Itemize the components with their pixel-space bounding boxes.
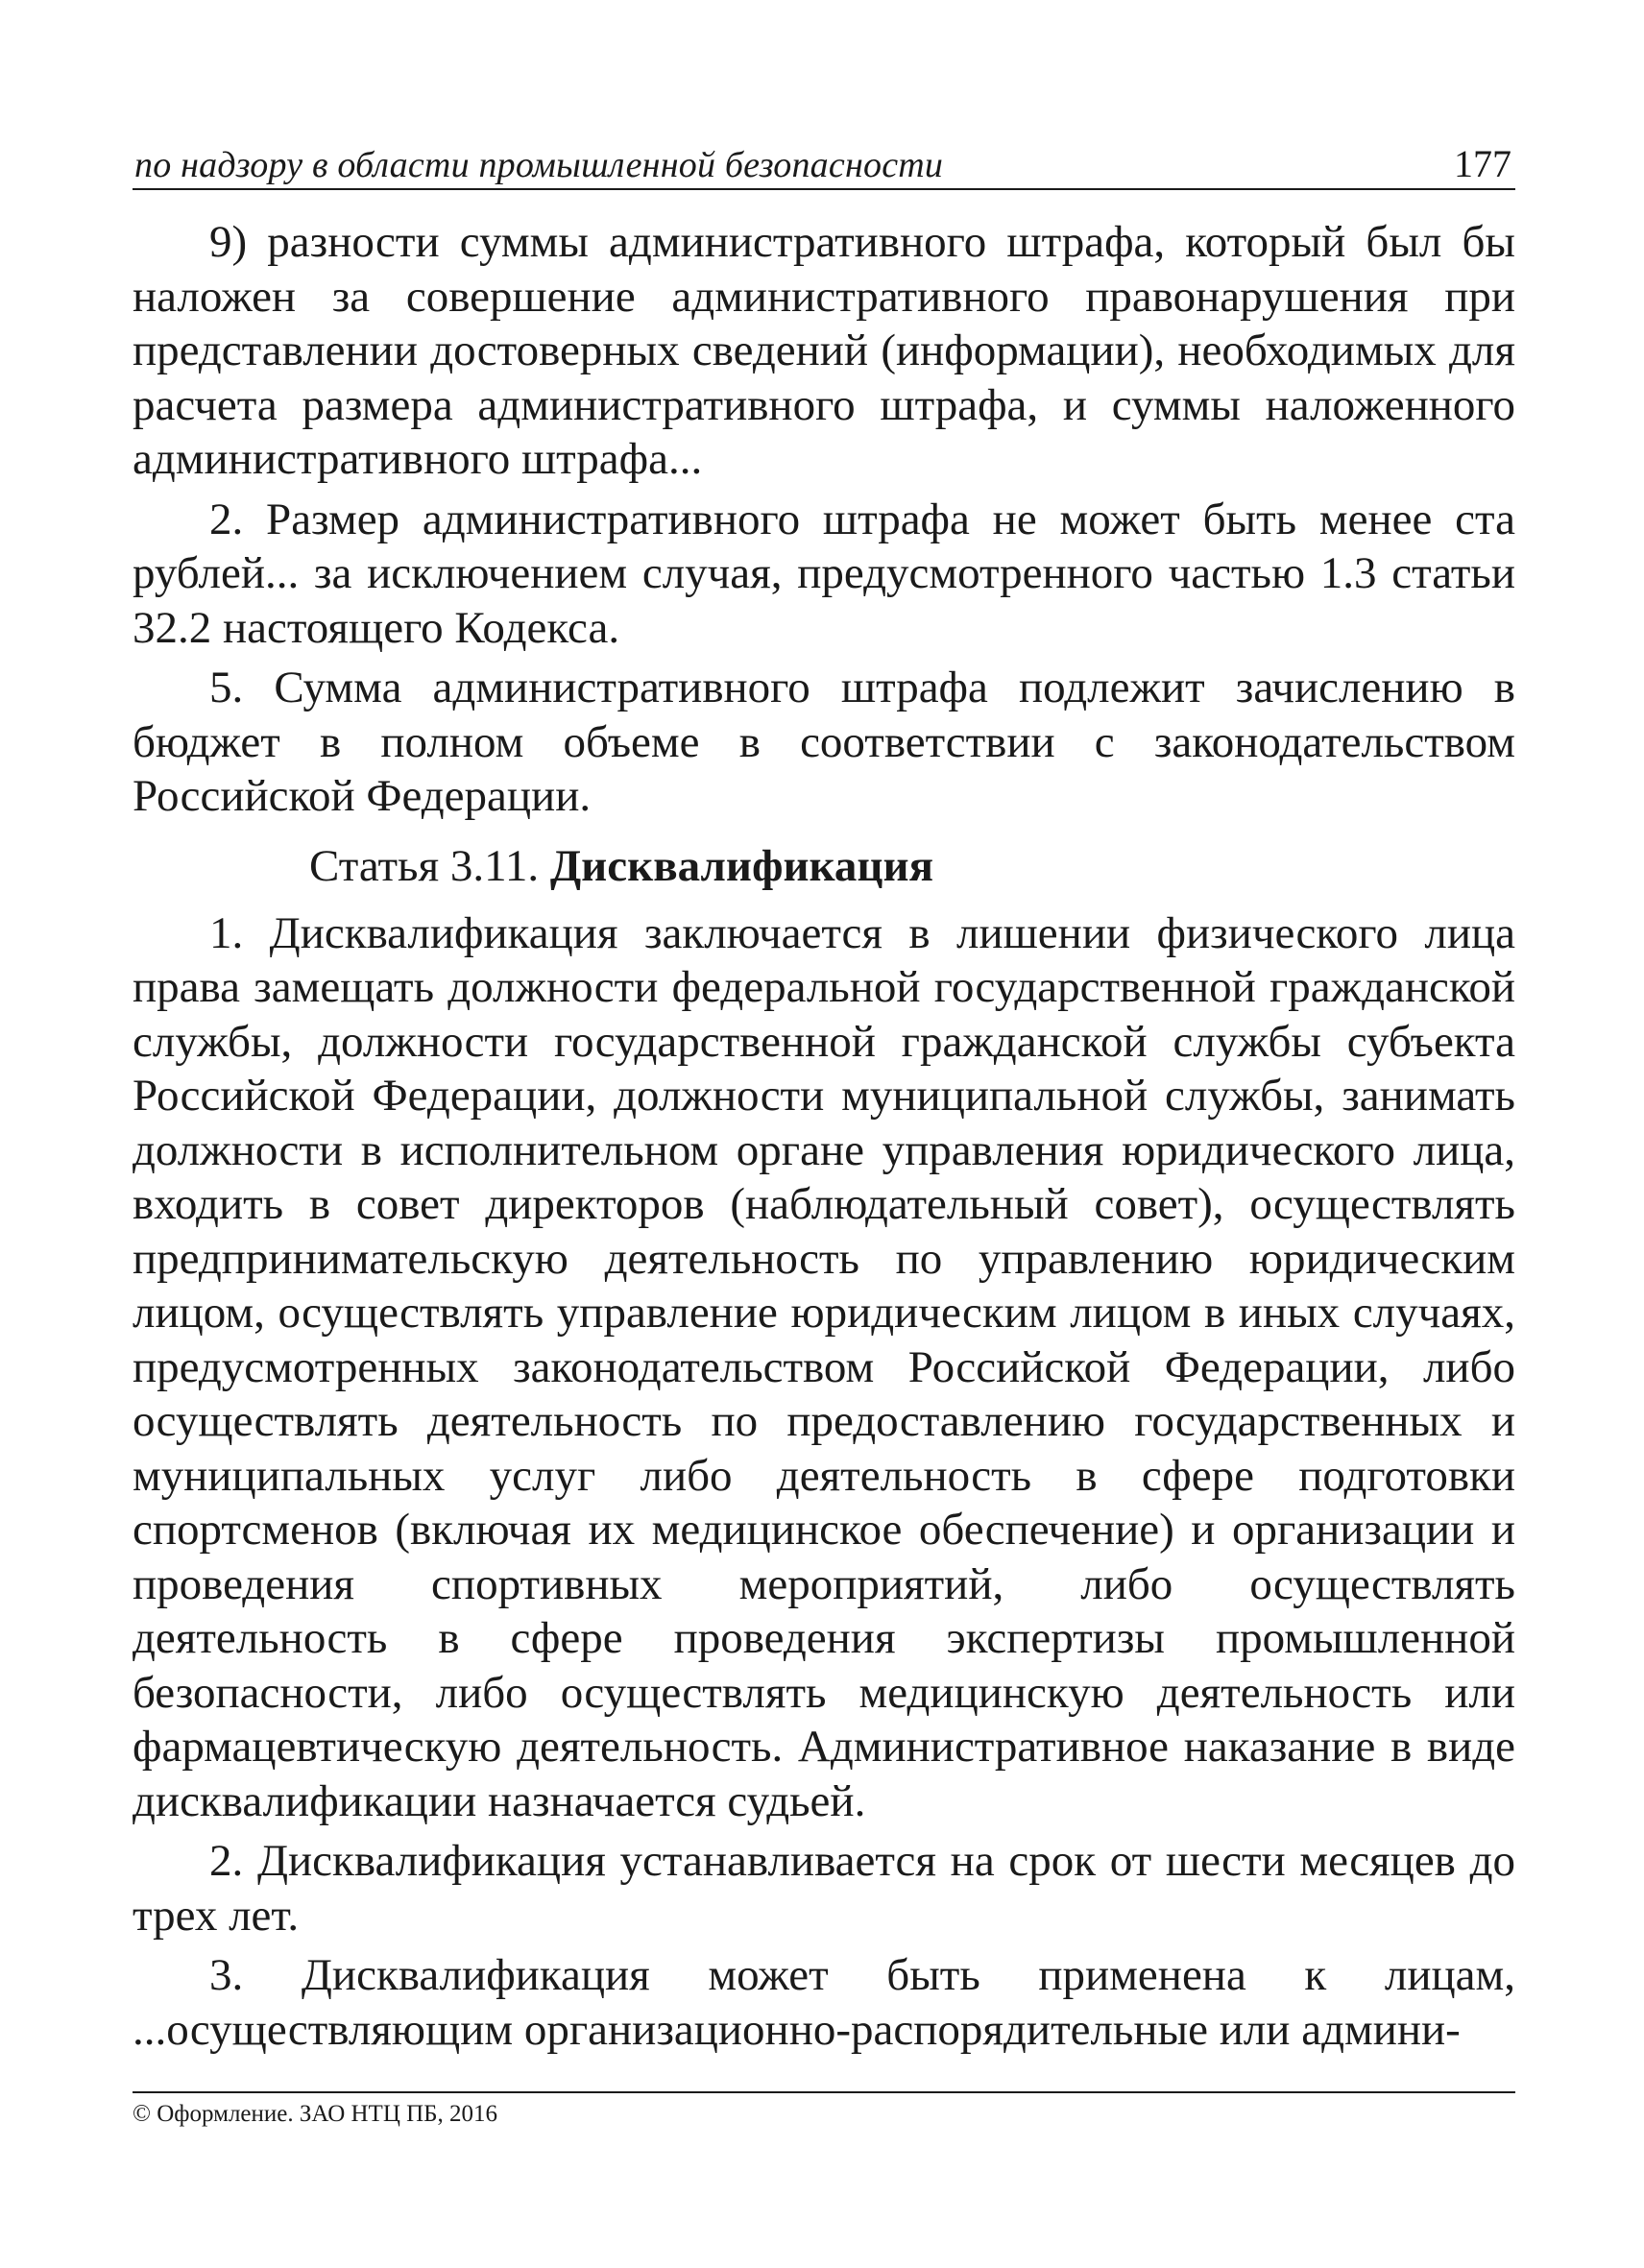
paragraph-part-2: 2. Размер административного штрафа не может быть менее ста рублей... за исключением случая, предусмотренного частью 1.3 статьи 32.2 настоящего Кодекса. <box>133 494 1515 653</box>
article-number: Статья 3.11. <box>309 840 540 891</box>
copyright-notice: © Оформление. ЗАО НТЦ ПБ, 2016 <box>133 2101 498 2127</box>
page-footer <box>133 2091 1515 2128</box>
page-number: 177 <box>1454 142 1511 185</box>
article-title: Дисквалификация <box>549 840 933 891</box>
running-header <box>133 134 1515 190</box>
paragraph-part-2-term: 2. Дисквалификация устанавливается на срок от шести месяцев до трех лет. <box>133 1836 1515 1941</box>
paragraph-part-3: 3. Дисквалификация может быть применена к лицам, ...осуществляющим организационно-распорядительные или админи- <box>133 1950 1515 2055</box>
running-title: по надзору в области промышленной безопасности <box>134 145 944 185</box>
book-page <box>133 134 1515 2170</box>
article-heading <box>133 839 1515 893</box>
paragraph-part-1: 1. Дисквалификация заключается в лишении физического лица права замещать должности федеральной государственной гражданской службы, должности государственной гражданской службы субъекта Российской Федерации, должности муниципальной службы, занимать должности в исполнительном органе управления юридического лица, входить в совет директоров (наблюдательный совет), осуществлять предпринимательскую деятельность по управлению юридическим лицом, осуществлять управление юридическим лицом в иных случаях, предусмотренных законодательством Российской Федерации, либо осуществлять деятельность по предоставлению государственных и муниципальных услуг либо деятельность в сфере подготовки спортсменов (включая их медицинское обеспечение) и организации и проведения спортивных мероприятий, либо осуществлять деятельность в сфере проведения экспертизы промышленной безопасности, либо осуществлять медицинскую деятельность или фармацевтическую деятельность. Административное наказание в виде дисквалификации назначается судьей. <box>133 907 1515 1826</box>
paragraph-item-9: 9) разности суммы административного штрафа, который был бы наложен за совершение административного правонарушения при представлении достоверных сведений (информации), необходимых для расчета размера административного штрафа, и суммы наложенного административного штрафа... <box>133 217 1515 484</box>
body-text <box>133 215 1515 2057</box>
paragraph-part-5: 5. Сумма административного штрафа подлежит зачислению в бюджет в полном объеме в соответствии с законодательством Российской Федерации. <box>133 663 1515 821</box>
